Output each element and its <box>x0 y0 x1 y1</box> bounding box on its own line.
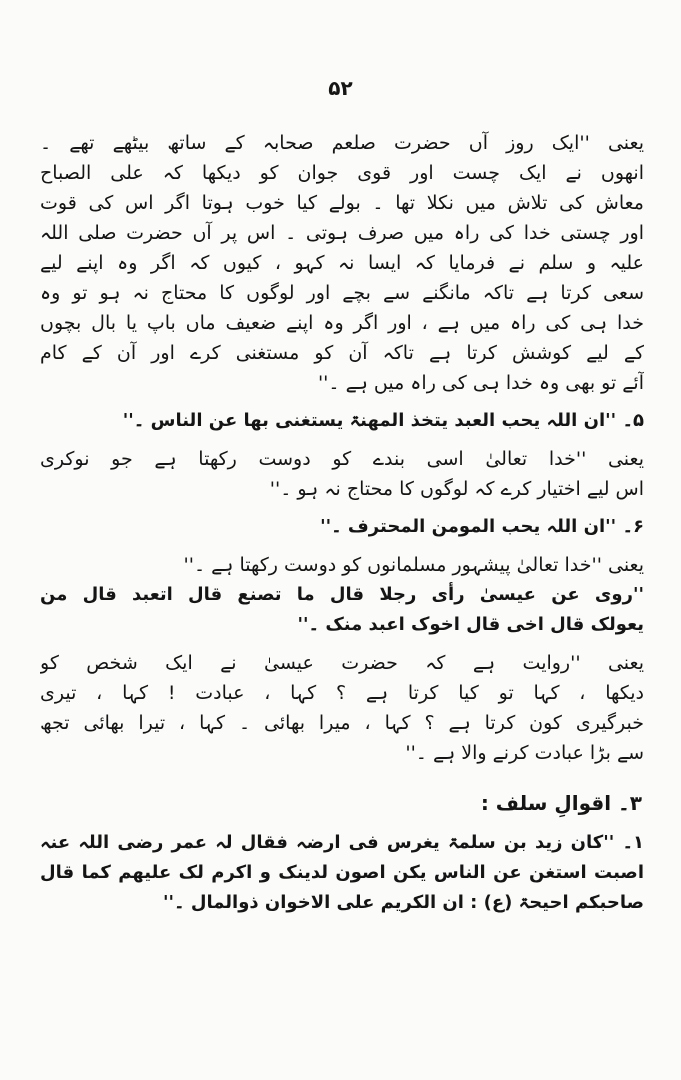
arabic-quote-5: ۵۔ ''ان اللہ یحب العبد یتخذ المھنۃ یستغنی بھا عن الناس ۔'' <box>122 410 644 431</box>
text-line: سے بڑا عبادت کرنے والا ہے ۔'' <box>405 742 644 764</box>
text-line: آئے تو بھی وہ خدا ہی کی راہ میں ہے ۔'' <box>317 372 644 394</box>
text-line: معاش کی تلاش میں نکلا تھا ۔ بولے کیا خوب ہوتا اگر اس کی قوت <box>40 192 644 214</box>
text-line: اس لیے اختیار کرے کہ لوگوں کا محتاج نہ ہو ۔'' <box>269 478 644 500</box>
text-line: یعنی ''روایت ہے کہ حضرت عیسیٰ نے ایک شخص کو <box>40 652 644 674</box>
arabic-quote-line: صاحبکم احیحۃ (ع) : ان الکریم علی الاخوان ذوالمال ۔'' <box>163 892 644 913</box>
text-line: یعنی ''خدا تعالیٰ پیشہور مسلمانوں کو دوست رکھتا ہے ۔'' <box>183 554 644 576</box>
arabic-quote-6: ۶۔ ''ان اللہ یحب المومن المحترف ۔'' <box>320 516 644 537</box>
text-line: خبرگیری کون کرتا ہے ؟ کہا ، میرا بھائی ۔ کہا ، تیرا بھائی تجھ <box>40 712 644 734</box>
arabic-quote-line: یعولک قال اخی قال اخوک اعبد منک ۔'' <box>297 614 644 635</box>
text-line: سعی کرتا ہے تاکہ مانگنے سے بچے اور لوگوں کا محتاج نہ ہو تو وہ <box>40 282 644 304</box>
page-body <box>40 128 644 918</box>
text-line: انھوں نے ایک چست اور قوی جوان کو دیکھا کہ علی الصباح <box>40 162 644 184</box>
arabic-quote-line: اصبت استغن عن الناس یکن اصون لدینک و اکرم لک علیھم کما قال <box>40 862 644 883</box>
text-line: یعنی ''خدا تعالیٰ اسی بندے کو دوست رکھتا ہے جو نوکری <box>40 448 644 470</box>
text-line: یعنی ''ایک روز آں حضرت صلعم صحابہ کے ساتھ بیٹھے تھے ۔ <box>40 132 644 154</box>
text-line: علیہ و سلم نے فرمایا کہ ایسا نہ کہو ، کیوں کہ اگر وہ اپنے لیے <box>40 252 644 274</box>
arabic-quote-line: ''روی عن عیسیٰ رأی رجلا قال ما تصنع قال اتعبد قال من <box>40 584 644 605</box>
text-line: خدا ہی کی راہ میں ہے ، اور اگر وہ اپنے ضعیف ماں باپ یا بال بچوں <box>40 312 644 334</box>
text-line: دیکھا ، کہا تو کیا کرتا ہے ؟ کہا ، عبادت ! کہا ، تیری <box>40 682 644 704</box>
arabic-quote-line: ۱۔ ''کان زید بن سلمۃ یغرس فی ارضہ فقال لہ عمر رضی اللہ عنہ <box>40 832 644 853</box>
text-line: کے لیے کوشش کرتا ہے تاکہ آن کو مستغنی کرے اور آن کے کام <box>40 342 644 364</box>
text-line: اور چستی خدا کی راہ میں صرف ہوتی ۔ اس پر آں حضرت صلی اللہ <box>40 222 644 244</box>
page-number: ۵۲ <box>328 76 353 100</box>
section-heading: ۳۔ اقوالِ سلف : <box>480 791 642 815</box>
